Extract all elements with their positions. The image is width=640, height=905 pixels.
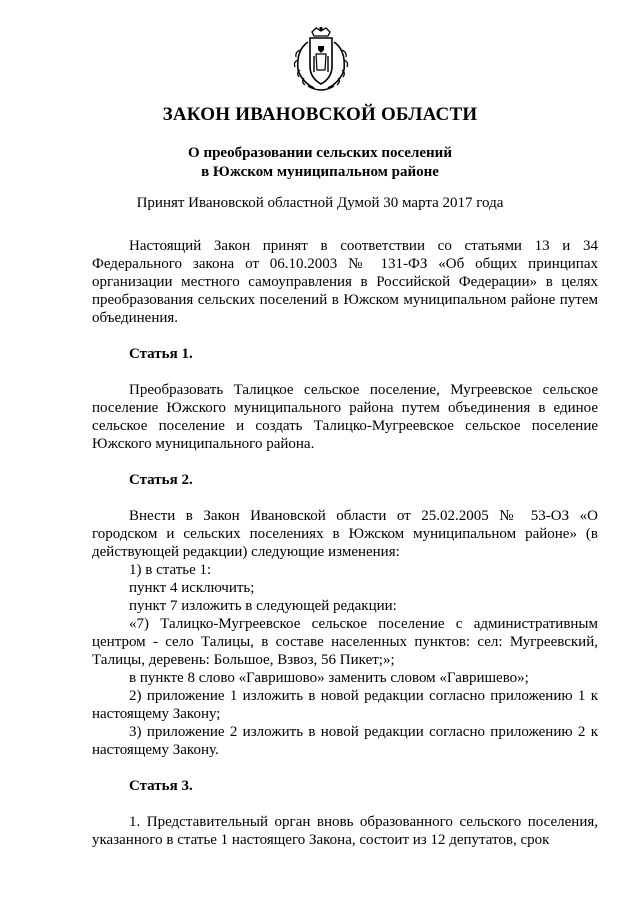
article-2-item: «7) Талицко-Мугреевское сельское поселение с административным центром - село Талицы, в составе населенных пунктов: сел: Мугреевский, Талицы, деревень: Большое, Взвоз, 56 Пикет;»; (92, 616, 598, 668)
article-1-heading: Статья 1. (129, 346, 193, 362)
subtitle-line-1: О преобразовании сельских поселений (188, 145, 452, 161)
article-2-item: пункт 7 изложить в следующей редакции: (129, 598, 397, 614)
coat-of-arms-icon (290, 26, 352, 94)
article-2-heading: Статья 2. (129, 472, 193, 488)
article-1-text: Преобразовать Талицкое сельское поселение, Мугреевское сельское поселение Южского муниципального района путем объединения в единое сельское поселение и создать Талицко-Мугреевское сельское поселение Южского муниципального района. (92, 382, 598, 452)
article-2-item: пункт 4 исключить; (129, 580, 255, 596)
article-2-intro: Внести в Закон Ивановской области от 25.02.2005 № 53-ОЗ «О городском и сельских поселениях в Южском муниципальном районе» (в действующей редакции) следующие изменения: (92, 508, 598, 560)
document-subtitle (0, 144, 640, 182)
law-body (92, 237, 598, 849)
adoption-date-line: Принят Ивановской областной Думой 30 марта 2017 года (136, 195, 504, 211)
subtitle-line-2: в Южском муниципальном районе (201, 164, 439, 180)
article-2-item: 1) в статье 1: (129, 562, 212, 578)
article-3-heading: Статья 3. (129, 778, 193, 794)
article-2-item: 3) приложение 2 изложить в новой редакции согласно приложению 2 к настоящему Закону. (92, 724, 598, 758)
preamble-paragraph: Настоящий Закон принят в соответствии со статьями 13 и 34 Федерального закона от 06.10.2003 № 131-ФЗ «Об общих принципах организации местного самоуправления в Российской Федерации» в целях преобразования сельских поселений в Южском муниципальном районе путем объединения. (92, 238, 598, 326)
document-title: ЗАКОН ИВАНОВСКОЙ ОБЛАСТИ (162, 104, 478, 125)
article-3-text: 1. Представительный орган вновь образованного сельского поселения, указанного в статье 1 настоящего Закона, состоит из 12 депутатов, срок (92, 814, 598, 848)
article-2-item: 2) приложение 1 изложить в новой редакции согласно приложению 1 к настоящему Закону; (92, 688, 598, 722)
article-2-item: в пункте 8 слово «Гавришово» заменить словом «Гавришево»; (129, 670, 529, 686)
